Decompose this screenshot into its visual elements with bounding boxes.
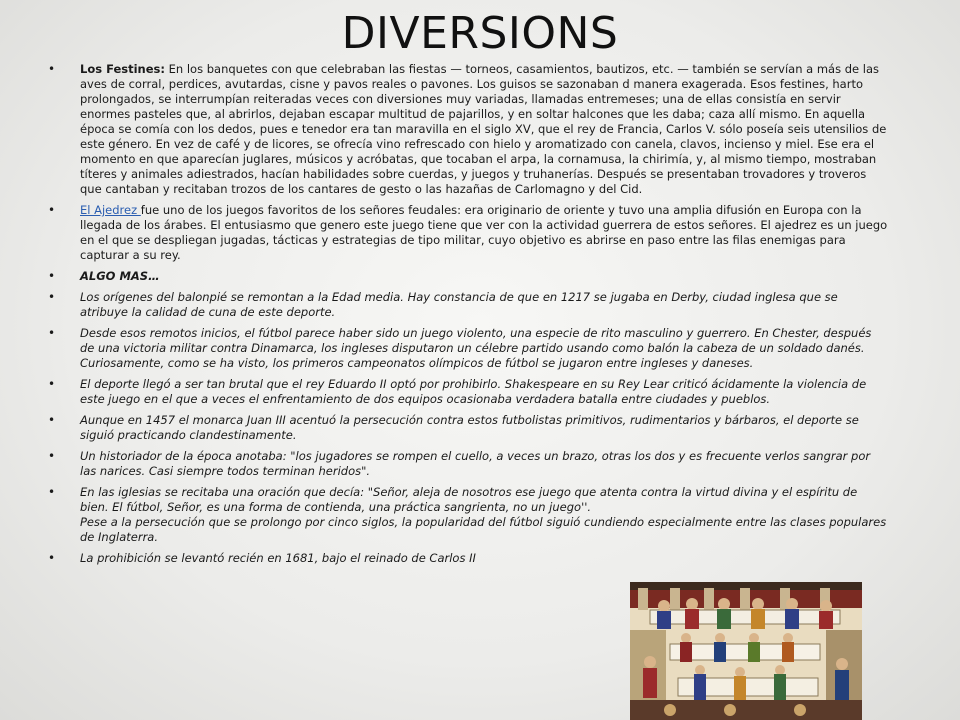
iglesias-text: En las iglesias se recitaba una oración que decía: "Señor, aleja de nosotros ese juego que atenta contra la virtud divina y el espíritu de bien. El fútbol, Señor, es una forma de contienda, una práctica sangrienta, no un juego''. bbox=[80, 485, 858, 514]
slide-title: DIVERSIONS bbox=[341, 8, 619, 59]
list-item-algo-mas bbox=[48, 269, 888, 284]
festines-text: En los banquetes con que celebraban las fiestas — torneos, casamientos, bautizos, etc. — también se servían a más de las aves de corral, perdices, avutardas, cisne y pavos reales o pavones. Los guisos se sazonaban d manera exagerada. Esos festines, harto prolongados, se interrumpían reiteradas veces con diversiones muy variadas, llamadas entremeses; una de ellas consistía en servir enormes pasteles que, al abrirlos, dejaban escapar multitud de pajarillos, y en soltar halcones que les daba; caza allí mismo. En aquella época se comía con los dedos, pues e tenedor era tan maravilla en el siglo XV, que el rey de Francia, Carlos V. sólo poseía seis utensilios de este género. En vez de café y de licores, se ofrecía vino refrescado con hielo y aromatizado con canela, clavos, incienso y miel. Ese era el momento en que aparecían juglares, músicos y acróbatas, que tocaban el arpa, la cornamusa, la chirimía, y, al mismo tiempo, mostraban títeres y animales adiestrados, hacían habilidades sobre cuerdas, y juegos y truhanerías. Después se presentaban trovadores y troveros que cantaban y recitaban trozos de los cantares de gesto o las hazañas de Carlomagno y del Cid. bbox=[80, 62, 887, 196]
bullet-icon: • bbox=[48, 485, 56, 499]
chester-text: Desde esos remotos inicios, el fútbol parece haber sido un juego violento, una especie de rito masculino y guerrero. En Chester, después de una victoria militar contra Dinamarca, los ingleses disputaron un célebre partido usando como balón la cabeza de un soldado danés. Curiosamente, como se ha visto, los primeros campeonatos olímpicos de fútbol se jugaron entre ingleses y daneses. bbox=[80, 326, 872, 370]
list-item-prohibicion bbox=[48, 551, 888, 566]
list-item-ajedrez bbox=[48, 203, 888, 263]
list-item-iglesias bbox=[48, 485, 888, 545]
bullet-icon: • bbox=[48, 203, 56, 217]
prohibicion-text: La prohibición se levantó recién en 1681, bajo el reinado de Carlos II bbox=[80, 551, 476, 565]
bullet-list bbox=[48, 62, 888, 572]
festines-label: Los Festines: bbox=[80, 62, 165, 76]
list-item-juan bbox=[48, 413, 888, 443]
historiador-text: Un historiador de la época anotaba: "los jugadores se rompen el cuello, a veces un brazo, otras los dos y es frecuente verlos sangrar por las narices. Casi siempre todos terminan heridos". bbox=[80, 449, 871, 478]
list-item-chester bbox=[48, 326, 888, 371]
bullet-icon: • bbox=[48, 62, 56, 76]
bullet-icon: • bbox=[48, 377, 56, 391]
list-item-festines bbox=[48, 62, 888, 197]
eduardo-text: El deporte llegó a ser tan brutal que el rey Eduardo II optó por prohibirlo. Shakespeare en su Rey Lear criticó ácidamente la violencia de este juego en el que a veces el enfrentamiento de dos equipos ocasionaba verdadera batalla entre ciudades y pueblos. bbox=[80, 377, 867, 406]
bullet-icon: • bbox=[48, 326, 56, 340]
bullet-icon: • bbox=[48, 413, 56, 427]
ajedrez-text: fue uno de los juegos favoritos de los señores feudales: era originario de oriente y tuvo una amplia difusión en Europa con la llegada de los árabes. El entusiasmo que genero este juego tiene que ver con la actividad guerrera de estos señores. El ajedrez es un juego en el que se despliegan jugadas, tácticas y estrategias de tipo militar, cuyo objetivo es abrirse en paso entre las filas enemigas para capturar a su rey. bbox=[80, 203, 888, 262]
iglesias-text-2: Pese a la persecución que se prolongo por cinco siglos, la popularidad del fútbol siguió cundiendo especialmente entre las clases populares de Inglaterra. bbox=[80, 515, 887, 544]
bullet-icon: • bbox=[48, 269, 56, 283]
bullet-icon: • bbox=[48, 290, 56, 304]
bullet-icon: • bbox=[48, 551, 56, 565]
bullet-icon: • bbox=[48, 449, 56, 463]
list-item-historiador bbox=[48, 449, 888, 479]
ajedrez-link[interactable]: El Ajedrez bbox=[80, 203, 141, 217]
juan-text: Aunque en 1457 el monarca Juan III acentuó la persecución contra estos futbolistas primitivos, rudimentarios y bárbaros, el deporte se siguió practicando clandestinamente. bbox=[80, 413, 859, 442]
banquet-illustration bbox=[630, 582, 862, 720]
algo-mas-heading: ALGO MAS… bbox=[80, 269, 160, 283]
medieval-banquet-painting-icon bbox=[630, 582, 862, 720]
origenes-text: Los orígenes del balonpié se remontan a la Edad media. Hay constancia de que en 1217 se jugaba en Derby, ciudad inglesa que se atribuye la calidad de cuna de este deporte. bbox=[80, 290, 838, 319]
list-item-origenes bbox=[48, 290, 888, 320]
list-item-eduardo bbox=[48, 377, 888, 407]
